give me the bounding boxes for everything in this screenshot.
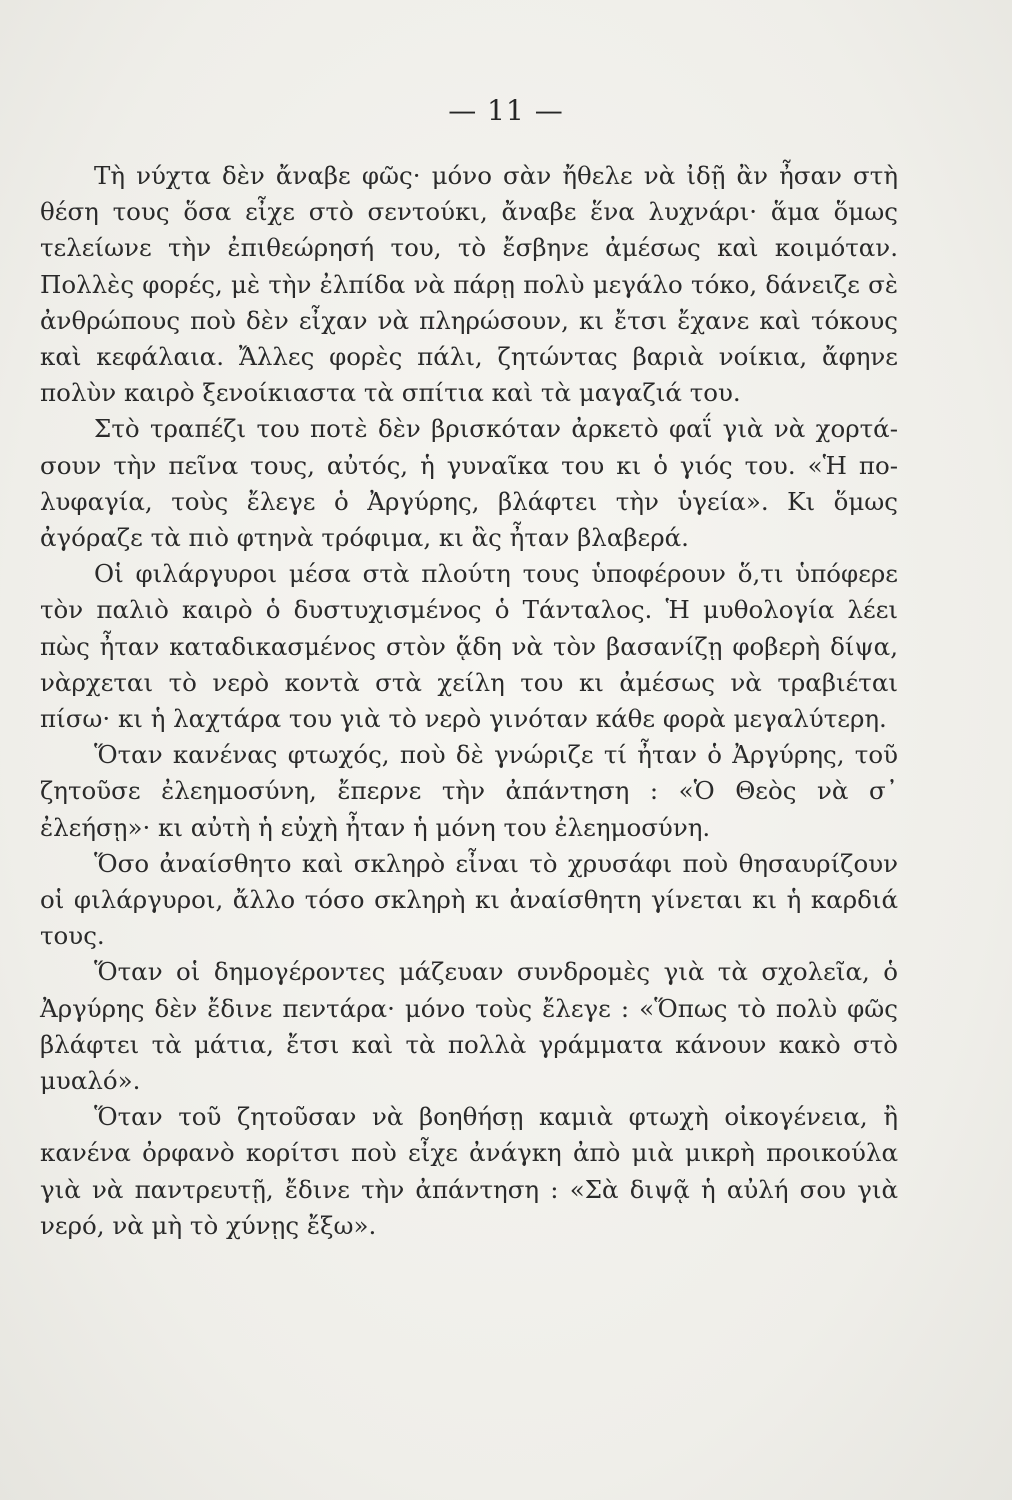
paragraph-3: Οἱ φιλάργυροι μέσα στὰ πλούτη τους ὑποφέρουν ὅ,τι ὑπόφερε τὸν παλιὸ καιρὸ ὁ δυστυχισμένος ὁ Τάνταλος. Ἡ μυθολογία λέει πὼς ἦταν καταδικασμένος στὸν ᾅδη νὰ τὸν βασανίζῃ φοβερὴ δίψα, νὰρχεται τὸ νερὸ κοντὰ στὰ χείλη του κι ἀμέσως νὰ τραβιέται πίσω· κι ἡ λαχτάρα του γιὰ τὸ νερὸ γινόταν κάθε φορὰ μεγαλύτερη. xyxy=(40,559,898,734)
body-text xyxy=(40,158,898,1244)
paragraph-1: Τὴ νύχτα δὲν ἄναβε φῶς· μόνο σὰν ἤθελε νὰ ἰδῇ ἂν ἦσαν στὴ θέση τους ὅσα εἶχε στὸ σεντούκι, ἄναβε ἕνα λυχνάρι· ἅμα ὅμως τελείωνε τὴν ἐπιθεώρησή του, τὸ ἔσβηνε ἀμέσως καὶ κοιμόταν. Πολλὲς φορές, μὲ τὴν ἐλπίδα νὰ πάρῃ πολὺ μεγάλο τόκο, δάνειζε σὲ ἀνθρώπους ποὺ δὲν εἶχαν νὰ πληρώσουν, κι ἔτσι ἔχανε καὶ τόκους καὶ κεφάλαια. Ἄλλες φορὲς πάλι, ζητώντας βαριὰ νοίκια, ἄφηνε πολὺν καιρὸ ξενοίκιαστα τὰ σπίτια καὶ τὰ μαγαζιά του. xyxy=(40,161,898,408)
page-number: — 11 — xyxy=(448,94,564,127)
paragraph-7: Ὅταν τοῦ ζητοῦσαν νὰ βοηθήσῃ καμιὰ φτωχὴ οἰκογένεια, ἢ κανένα ὀρφανὸ κορίτσι ποὺ εἶχε ἀνάγκη ἀπὸ μιὰ μικρὴ προικούλα γιὰ νὰ παντρευτῇ, ἔδινε τὴν ἀπάντηση : «Σὰ διψᾷ ἡ αὐλή σου γιὰ νερό, νὰ μὴ τὸ χύνῃς ἔξω». xyxy=(40,1102,898,1240)
paragraph-6: Ὅταν οἱ δημογέροντες μάζευαν συνδρομὲς γιὰ τὰ σχολεῖα, ὁ Ἀργύρης δὲν ἔδινε πεντάρα· μόνο τοὺς ἔλεγε : «Ὅπως τὸ πολὺ φῶς βλάφτει τὰ μάτια, ἔτσι καὶ τὰ πολλὰ γράμματα κάνουν κακὸ στὸ μυαλό». xyxy=(40,957,898,1096)
paragraph-4: Ὅταν κανένας φτωχός, ποὺ δὲ γνώριζε τί ἦταν ὁ Ἀργύρης, τοῦ ζητοῦσε ἐλεημοσύνη, ἔπερνε τὴν ἀπάντηση : «Ὁ Θεὸς νὰ σ᾽ ἐλεήσῃ»· κι αὐτὴ ἡ εὐχὴ ἦταν ἡ μόνη του ἐλεημοσύνη. xyxy=(40,740,898,842)
paragraph-2: Στὸ τραπέζι του ποτὲ δὲν βρισκόταν ἀρκετὸ φαΐ γιὰ νὰ χορτάσουν τὴν πεῖνα τους, αὐτός, ἡ γυναῖκα του κι ὁ γιός του. «Ἡ πολυφαγία, τοὺς ἔλεγε ὁ Ἀργύρης, βλάφτει τὴν ὑγεία». Κι ὅμως ἀγόραζε τὰ πιὸ φτηνὰ τρόφιμα, κι ἂς ἦταν βλαβερά. xyxy=(40,414,898,553)
paragraph-5: Ὅσο ἀναίσθητο καὶ σκληρὸ εἶναι τὸ χρυσάφι ποὺ θησαυρίζουν οἱ φιλάργυροι, ἄλλο τόσο σκληρὴ κι ἀναίσθητη γίνεται κι ἡ καρδιά τους. xyxy=(40,848,898,951)
